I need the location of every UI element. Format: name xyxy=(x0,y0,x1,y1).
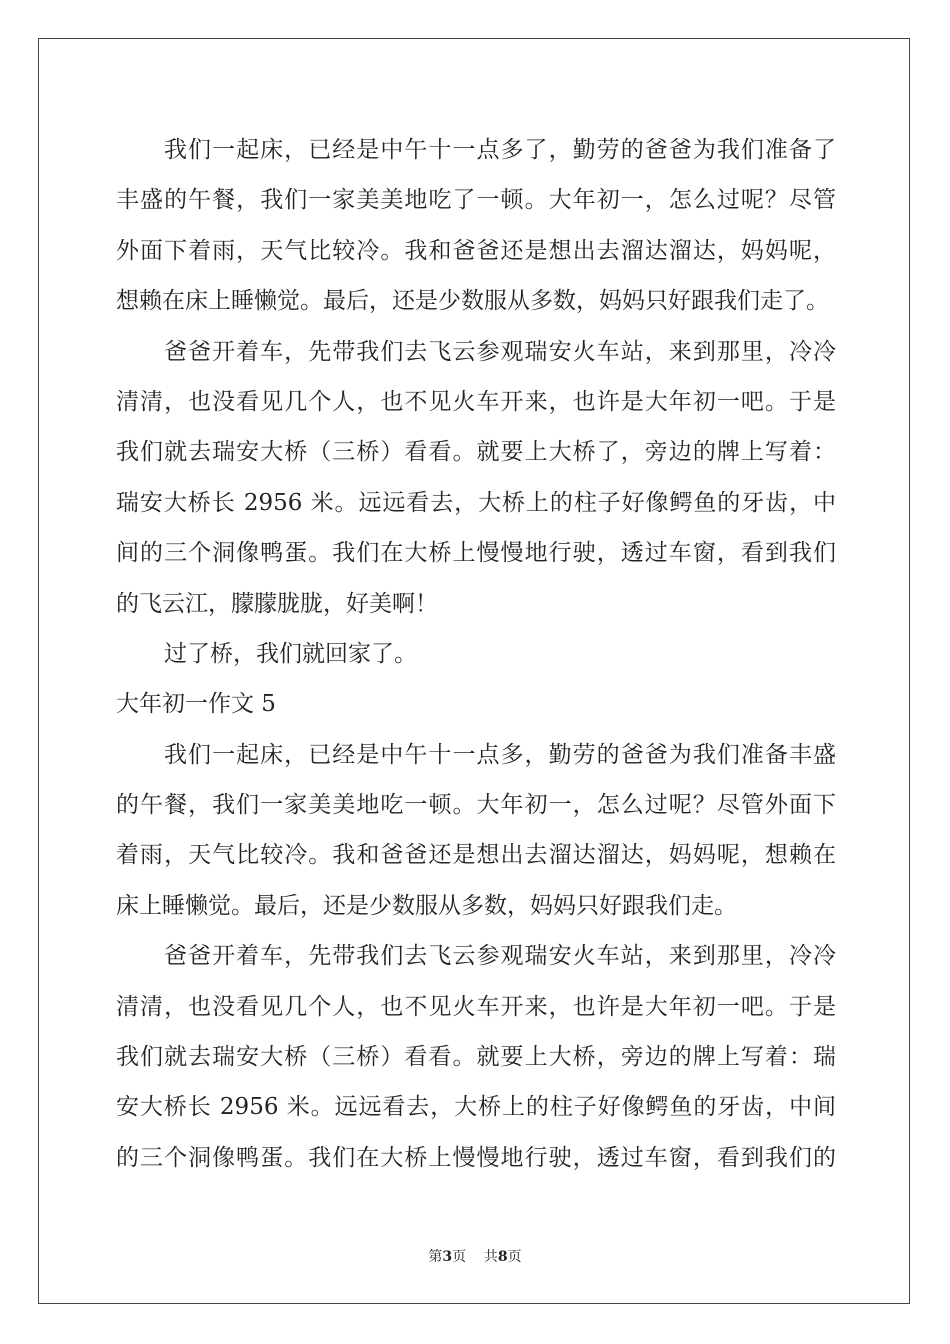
text-line: 过了桥，我们就回家了。 xyxy=(164,640,417,667)
section-heading: 大年初一作文 5 xyxy=(116,691,276,718)
text-line: 爸爸开着车，先带我们去飞云参观瑞安火车站，来到那里，冷冷 xyxy=(164,943,836,970)
text-line: 着雨，天气比较冷。我和爸爸还是想出去溜达溜达，妈妈呢，想赖在 xyxy=(116,842,836,869)
text-line: 丰盛的午餐，我们一家美美地吃了一顿。大年初一，怎么过呢？尽管 xyxy=(116,187,836,214)
text-line: 我们就去瑞安大桥（三桥）看看。就要上大桥，旁边的牌上写着：瑞 xyxy=(116,1044,836,1071)
paragraph xyxy=(116,931,836,1183)
current-page-number: 3 xyxy=(442,1249,453,1265)
paragraph xyxy=(116,125,836,327)
text-line: 想赖在床上睡懒觉。最后，还是少数服从多数，妈妈只好跟我们走了。 xyxy=(116,288,829,315)
paragraph xyxy=(116,327,836,629)
total-pages-prefix: 共 xyxy=(483,1249,498,1265)
text-line: 的午餐，我们一家美美地吃一顿。大年初一，怎么过呢？尽管外面下 xyxy=(116,792,836,819)
text-line: 我们一起床，已经是中午十一点多，勤劳的爸爸为我们准备丰盛 xyxy=(164,741,836,768)
page-footer xyxy=(0,1246,950,1266)
text-line: 的三个洞像鸭蛋。我们在大桥上慢慢地行驶，透过车窗，看到我们的 xyxy=(116,1144,836,1171)
total-pages-suffix: 页 xyxy=(507,1249,522,1265)
document-body xyxy=(116,125,836,1183)
paragraph xyxy=(116,629,836,679)
text-line: 清清，也没看见几个人，也不见火车开来，也许是大年初一吧。于是 xyxy=(116,388,836,415)
text-line: 床上睡懒觉。最后，还是少数服从多数，妈妈只好跟我们走。 xyxy=(116,892,737,919)
page-number-suffix: 页 xyxy=(452,1249,467,1265)
text-line: 我们一起床，已经是中午十一点多了，勤劳的爸爸为我们准备了 xyxy=(164,137,836,163)
text-line: 爸爸开着车，先带我们去飞云参观瑞安火车站，来到那里，冷冷 xyxy=(164,338,836,365)
text-line: 安大桥长 2956 米。远远看去，大桥上的柱子好像鳄鱼的牙齿，中间 xyxy=(116,1094,836,1121)
page-number-prefix: 第 xyxy=(428,1249,443,1265)
text-line: 我们就去瑞安大桥（三桥）看看。就要上大桥了，旁边的牌上写着： xyxy=(116,439,836,466)
text-line: 外面下着雨，天气比较冷。我和爸爸还是想出去溜达溜达，妈妈呢， xyxy=(116,237,836,264)
text-line: 间的三个洞像鸭蛋。我们在大桥上慢慢地行驶，透过车窗，看到我们 xyxy=(116,540,836,567)
text-line: 瑞安大桥长 2956 米。远远看去，大桥上的柱子好像鳄鱼的牙齿，中 xyxy=(116,489,836,516)
text-line: 的飞云江，朦朦胧胧，好美啊！ xyxy=(116,590,438,617)
paragraph xyxy=(116,730,836,932)
text-line: 清清，也没看见几个人，也不见火车开来，也许是大年初一吧。于是 xyxy=(116,993,836,1020)
total-page-number: 8 xyxy=(497,1249,508,1265)
